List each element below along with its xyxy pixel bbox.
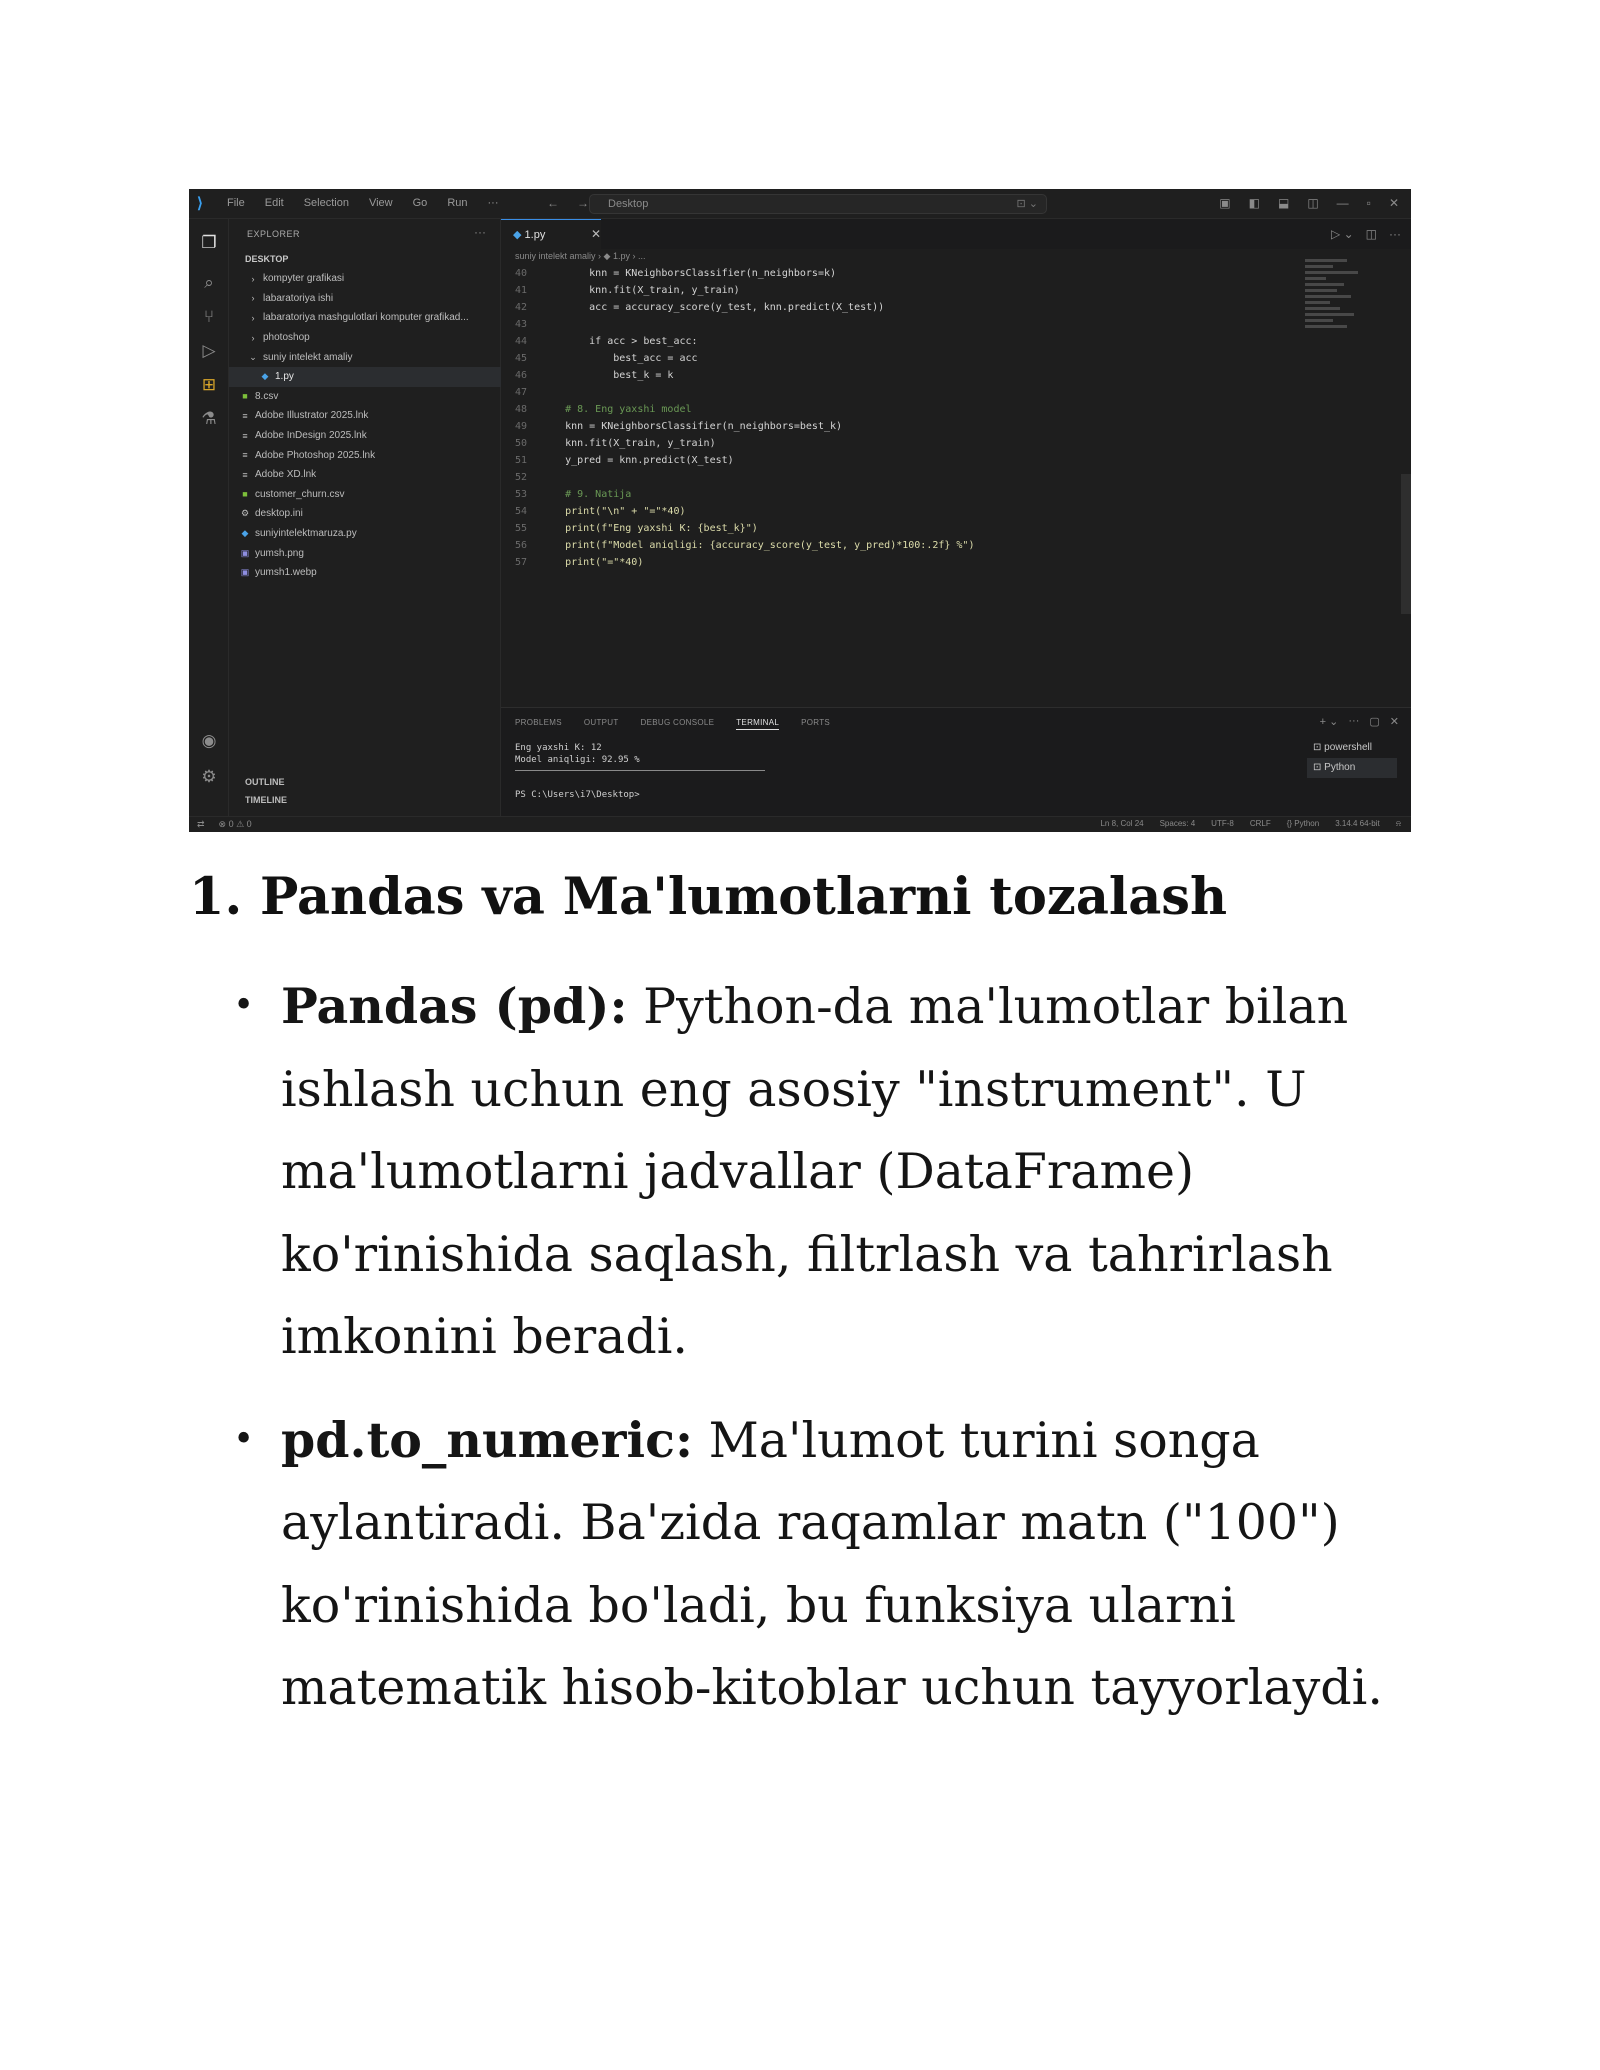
csv-file-icon: ■ xyxy=(242,489,248,500)
minimize-icon[interactable]: — xyxy=(1336,196,1349,210)
code-line: 51 y_pred = knn.predict(X_test) xyxy=(514,455,734,466)
bottom-panel xyxy=(501,707,1411,816)
code-line: 46 best_k = k xyxy=(514,370,674,381)
tree-item[interactable]: ⚙ desktop.ini xyxy=(240,508,303,520)
maximize-icon[interactable]: ▫ xyxy=(1366,196,1371,210)
status-bar xyxy=(189,816,1411,832)
menu-bar xyxy=(227,197,499,209)
list-item xyxy=(189,965,1429,1379)
term-to-numeric: pd.to_numeric: xyxy=(281,1410,694,1469)
file-tree xyxy=(229,269,501,583)
code-line: 47 xyxy=(514,387,527,398)
chevron-right-icon: › xyxy=(251,293,255,304)
problems-count[interactable]: ⊗ 0 ⚠ 0 xyxy=(218,819,252,829)
tab-output[interactable]: OUTPUT xyxy=(583,718,619,727)
indentation[interactable]: Spaces: 4 xyxy=(1159,819,1196,828)
code-lines[interactable] xyxy=(501,265,1341,571)
shortcut-file-icon: ≡ xyxy=(242,410,248,421)
editor-tab[interactable] xyxy=(501,219,601,249)
tree-item[interactable]: ■ 8.csv xyxy=(229,387,501,407)
layout-icon[interactable]: ▣ xyxy=(1219,196,1231,210)
chevron-right-icon: › xyxy=(251,312,255,323)
tree-item[interactable]: ≡ Adobe InDesign 2025.lnk xyxy=(229,426,501,446)
panel-tabs xyxy=(515,718,830,730)
list-item xyxy=(189,1399,1429,1730)
nav-arrows xyxy=(547,196,589,210)
status-left xyxy=(197,819,252,830)
settings-gear-icon[interactable]: ⚙ xyxy=(201,767,217,786)
status-right xyxy=(1100,819,1401,829)
code-line: 42 acc = accuracy_score(y_test, knn.predict(X_test)) xyxy=(514,302,885,313)
menu-file[interactable]: File xyxy=(227,197,245,209)
search-icon[interactable]: ⌕ xyxy=(204,273,214,292)
run-debug-icon[interactable]: ▷ xyxy=(202,341,216,360)
tree-item[interactable]: ≡ Adobe Illustrator 2025.lnk xyxy=(229,406,501,426)
activity-bar xyxy=(189,219,229,816)
editor-actions xyxy=(1331,227,1401,241)
chevron-right-icon: › xyxy=(251,332,255,343)
more-actions-icon[interactable]: ··· xyxy=(1348,715,1360,727)
image-file-icon: ▣ xyxy=(240,567,250,578)
language-mode[interactable]: {} Python xyxy=(1286,819,1320,828)
tree-item[interactable]: ◆ suniyintelektmaruza.py xyxy=(229,524,501,544)
editor-tab-bar xyxy=(501,219,1411,249)
code-line: 54 print("\n" + "="*40) xyxy=(514,506,686,517)
csv-file-icon: ■ xyxy=(242,391,248,402)
chevron-right-icon: › xyxy=(251,273,255,284)
account-icon[interactable]: ◉ xyxy=(201,731,217,750)
line-ending[interactable]: CRLF xyxy=(1249,819,1271,828)
shortcut-file-icon: ≡ xyxy=(242,430,248,441)
sidebar-toggle-icon[interactable]: ◧ xyxy=(1248,196,1260,210)
code-line: 56 print(f"Model aniqligi: {accuracy_score(y_test, y_pred)*100:.2f} %") xyxy=(514,540,975,551)
timeline-section[interactable]: TIMELINE xyxy=(245,795,287,805)
vscode-logo-icon: ⟩ xyxy=(197,195,203,212)
minimap[interactable] xyxy=(1305,259,1375,359)
python-interpreter[interactable]: 3.14.4 64-bit xyxy=(1335,819,1380,828)
tree-item-selected[interactable]: ◆ 1.py xyxy=(229,367,501,387)
command-search[interactable] xyxy=(589,194,1047,214)
maximize-panel-icon[interactable]: ▢ xyxy=(1369,716,1380,728)
code-line: 53 # 9. Natija xyxy=(514,489,632,500)
tree-item[interactable]: ▣ yumsh.png xyxy=(240,547,304,559)
code-line: 49 knn = KNeighborsClassifier(n_neighbors=best_k) xyxy=(514,421,843,432)
code-line: 48 # 8. Eng yaxshi model xyxy=(514,404,692,415)
python-file-icon: ◆ xyxy=(241,528,249,539)
tree-item[interactable]: ▣ yumsh1.webp xyxy=(240,567,317,579)
terminal-output[interactable]: Eng yaxshi K: 12 Model aniqligi: 92.95 % xyxy=(515,743,640,765)
forward-arrow-icon[interactable]: → xyxy=(577,196,589,210)
tree-item[interactable]: › labaratoriya mashgulotlari komputer grafikad... xyxy=(229,308,501,328)
extensions-icon[interactable]: ⊞ xyxy=(201,375,217,394)
code-line: 43 xyxy=(514,319,527,330)
explorer-root-folder[interactable]: DESKTOP xyxy=(245,254,289,264)
terminal-icon: ⊡ xyxy=(1313,762,1325,773)
menu-edit[interactable]: Edit xyxy=(264,197,284,209)
close-icon[interactable]: ✕ xyxy=(1388,196,1399,210)
image-file-icon: ▣ xyxy=(240,547,250,558)
editor-scrollbar[interactable] xyxy=(1401,474,1411,614)
outline-section[interactable]: OUTLINE xyxy=(245,777,285,787)
tree-item[interactable]: ≡ Adobe XD.lnk xyxy=(229,465,501,485)
more-actions-icon[interactable]: ··· xyxy=(474,225,486,239)
code-editor xyxy=(501,219,1411,707)
copilot-icon[interactable]: ⊡ ⌄ xyxy=(1016,198,1038,210)
tab-debug-console[interactable]: DEBUG CONSOLE xyxy=(640,718,715,727)
tree-item[interactable]: › kompyter grafikasi xyxy=(229,269,501,289)
code-line: 57 print("="*40) xyxy=(514,557,644,568)
term-description: Ma'lumot turini songa aylantiradi. Ba'zida raqamlar matn ("100") ko'rinishida bo'ladi, bu funksiya ularni matematik hisob-kitoblar uchun tayyorlaydi. xyxy=(281,1411,1383,1716)
bullet-list xyxy=(189,965,1429,1750)
code-line: 55 print(f"Eng yaxshi K: {best_k}") xyxy=(514,523,758,534)
remote-icon[interactable]: ⇄ xyxy=(197,819,205,829)
breadcrumb[interactable]: suniy intelekt amaliy › ◆ 1.py › ... xyxy=(515,251,646,261)
menu-run[interactable]: Run xyxy=(447,197,468,209)
run-icon[interactable]: ▷ ⌄ xyxy=(1331,227,1354,241)
code-line: 40 knn = KNeighborsClassifier(n_neighbors=k) xyxy=(514,268,837,279)
explorer-title: EXPLORER xyxy=(247,229,301,239)
more-actions-icon[interactable]: ··· xyxy=(1389,227,1401,241)
explorer-files-icon[interactable]: ❐ xyxy=(201,233,217,252)
section-heading: 1. Pandas va Ma'lumotlarni tozalash xyxy=(189,867,1228,927)
menu-more[interactable]: ··· xyxy=(487,197,499,209)
tree-item[interactable]: › labaratoriya ishi xyxy=(229,289,501,309)
python-file-icon: ◆ xyxy=(513,229,522,241)
terminal-divider xyxy=(515,770,765,771)
panel-toggle-icon[interactable]: ⬓ xyxy=(1277,196,1290,210)
vscode-screenshot xyxy=(189,189,1411,832)
term-description: Python-da ma'lumotlar bilan ishlash uchun eng asosiy "instrument". U ma'lumotlarni jadvallar (DataFrame) ko'rinishida saqlash, filtrlash va tahrirlash imkonini beradi. xyxy=(281,978,1349,1365)
python-file-icon: ◆ xyxy=(261,371,269,382)
tab-problems[interactable]: PROBLEMS xyxy=(515,718,562,727)
terminal-python[interactable]: ⊡ Python xyxy=(1307,758,1397,778)
back-arrow-icon[interactable]: ← xyxy=(547,196,559,210)
menu-selection[interactable]: Selection xyxy=(303,197,349,209)
bullet-marker: • xyxy=(233,1418,255,1460)
code-line: 52 xyxy=(514,472,527,483)
explorer-sidebar xyxy=(229,219,501,816)
close-panel-icon[interactable]: ✕ xyxy=(1389,716,1399,728)
code-line: 41 knn.fit(X_train, y_train) xyxy=(514,285,740,296)
panel-actions xyxy=(1320,715,1399,728)
terminal-prompt[interactable]: PS C:\Users\i7\Desktop> xyxy=(515,790,640,800)
tree-item[interactable]: ■ customer_churn.csv xyxy=(229,485,501,505)
title-bar xyxy=(189,189,1411,219)
menu-view[interactable]: View xyxy=(368,197,393,209)
source-control-icon[interactable]: ⑂ xyxy=(203,307,215,326)
terminal-powershell[interactable]: ⊡ powershell xyxy=(1313,742,1372,753)
window-controls xyxy=(1219,196,1399,210)
cursor-position[interactable]: Ln 8, Col 24 xyxy=(1100,819,1144,828)
tree-item[interactable]: › photoshop xyxy=(229,328,501,348)
split-editor-icon[interactable]: ◫ xyxy=(1365,227,1377,241)
tab-close-icon[interactable]: ✕ xyxy=(591,227,602,241)
term-pandas: Pandas (pd): xyxy=(281,977,628,1035)
new-terminal-icon[interactable]: + ⌄ xyxy=(1319,716,1339,728)
encoding[interactable]: UTF-8 xyxy=(1211,819,1234,828)
terminal-icon: ⊡ xyxy=(1313,742,1325,753)
tab-ports[interactable]: PORTS xyxy=(801,718,831,727)
tab-label: 1.py xyxy=(524,229,546,241)
tree-item[interactable]: ≡ Adobe Photoshop 2025.lnk xyxy=(229,445,501,465)
shortcut-file-icon: ≡ xyxy=(242,469,248,480)
tab-terminal[interactable]: TERMINAL xyxy=(736,718,779,730)
chevron-down-icon: ⌄ xyxy=(249,351,257,362)
code-line: 50 knn.fit(X_train, y_train) xyxy=(514,438,716,449)
testing-icon[interactable]: ⚗ xyxy=(201,409,217,428)
shortcut-file-icon: ≡ xyxy=(242,450,248,461)
secondary-sidebar-icon[interactable]: ◫ xyxy=(1307,196,1319,210)
code-line: 44 if acc > best_acc: xyxy=(514,336,698,347)
tree-item[interactable]: ⌄ suniy intelekt amaliy xyxy=(229,347,501,367)
terminal-list xyxy=(1307,738,1397,778)
menu-go[interactable]: Go xyxy=(412,197,428,209)
bullet-marker: • xyxy=(233,985,255,1026)
code-line: 45 best_acc = acc xyxy=(514,353,698,364)
notifications-icon[interactable]: ⍾ xyxy=(1395,819,1401,828)
search-label: Desktop xyxy=(608,198,649,210)
settings-file-icon: ⚙ xyxy=(240,508,250,519)
